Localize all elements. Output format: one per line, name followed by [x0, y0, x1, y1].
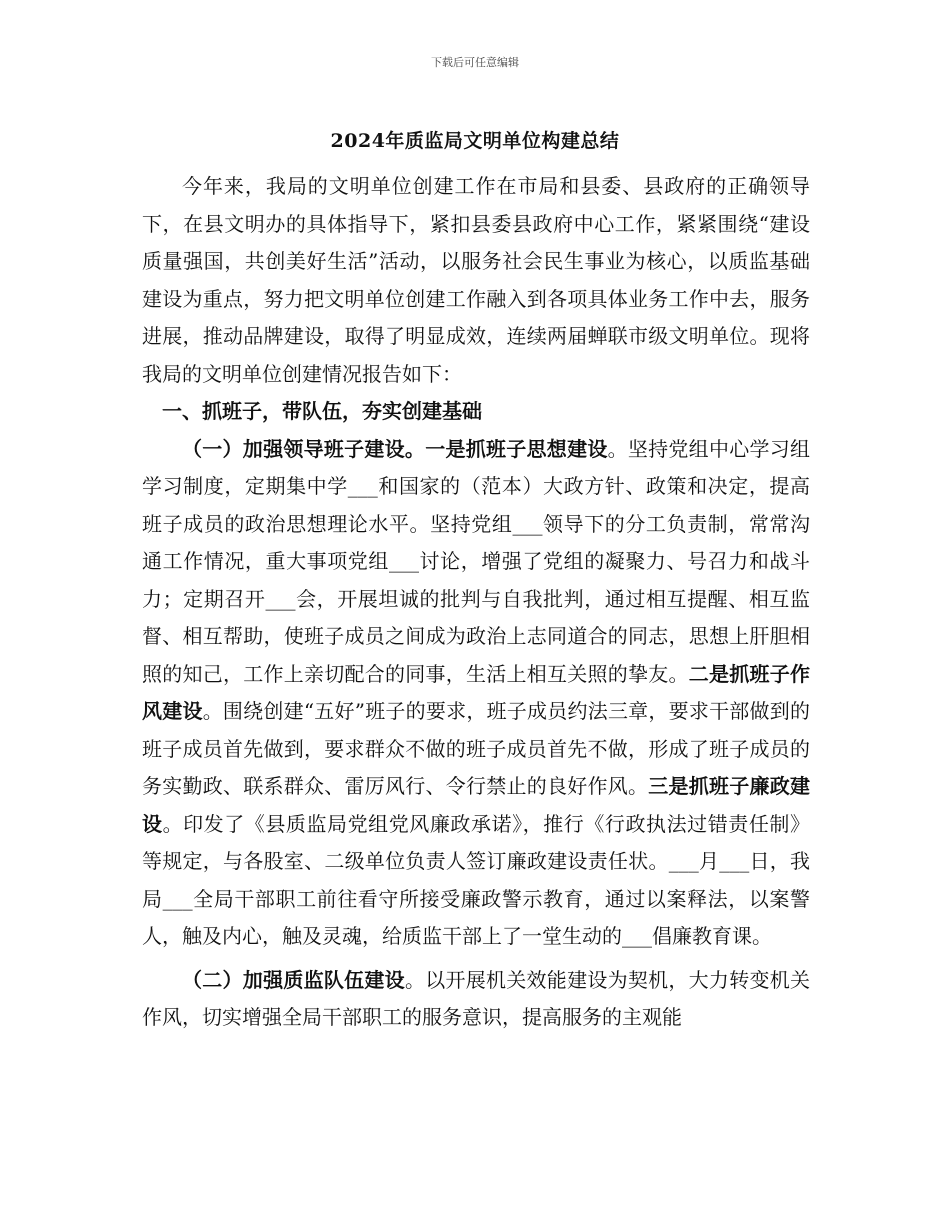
paragraph-text-1: 。坚持党组中心学习组学习制度，定期集中学___和国家的（范本）大政方针、政策和决定，提高班子成员的政治思想理论水平。坚持党组___领导下的分工负责制，常常沟通工作情况，重大事项党组___讨论，增强了党组的凝聚力、号召力和战斗力；定期召开___会，开展坦诚的批判与自我批判，通过相互提醒、相互监督、相互帮助，使班子成员之间成为政治上志同道合的同志，思想上肝胆相照的知己，工作上亲切配合的同事，生活上相互关照的挚友。	[142, 436, 811, 686]
paragraph-text-3: 。印发了《县质监局党组党风廉政承诺》，推行《行政执法过错责任制》等规定，与各股室、二级单位负责人签订廉政建设责任状。___月___日，我局___全局干部职工前往看守所接受廉政警示教育，通过以案释法，以案警人，触及内心，触及灵魂，给质监干部上了一堂生动的___倡廉教育课。	[142, 811, 810, 948]
paragraph-text-2: 。围绕创建“五好”班子的要求，班子成员约法三章，要求干部做到的班子成员首先做到，要求群众不做的班子成员首先不做，形成了班子成员的务实勤政、联系群众、雷厉风行、令行禁止的良好作风。	[142, 699, 810, 798]
document-body	[142, 168, 810, 1037]
section-heading: 一、抓班子，带队伍，夯实创建基础	[162, 399, 482, 423]
paragraph-team	[142, 962, 810, 1037]
bold-lead-4: （二）加强质监队伍建设	[182, 967, 405, 992]
paragraph-leadership	[142, 431, 810, 956]
bold-lead-3: 三是抓班子廉政建设	[142, 774, 810, 836]
paragraph-text-4: 。以开展机关效能建设为契机，大力转变机关作风，切实增强全局干部职工的服务意识，提高服务的主观能	[142, 967, 811, 1029]
header-note: 下载后可任意编辑	[431, 56, 519, 69]
bold-lead-1: （一）加强领导班子建设。一是抓班子思想建设	[182, 436, 608, 461]
bold-lead-2: 二是抓班子作风建设	[142, 661, 810, 723]
document-title: 2024年质监局文明单位构建总结	[330, 130, 620, 152]
intro-paragraph: 今年来，我局的文明单位创建工作在市局和县委、县政府的正确领导下，在县文明办的具体指导下，紧扣县委县政府中心工作，紧紧围绕“建设质量强国，共创美好生活”活动，以服务社会民生事业为核心，以质监基础建设为重点，努力把文明单位创建工作融入到各项具体业务工作中去，服务进展，推动品牌建设，取得了明显成效，连续两届蝉联市级文明单位。现将我局的文明单位创建情况报告如下：	[142, 174, 810, 386]
